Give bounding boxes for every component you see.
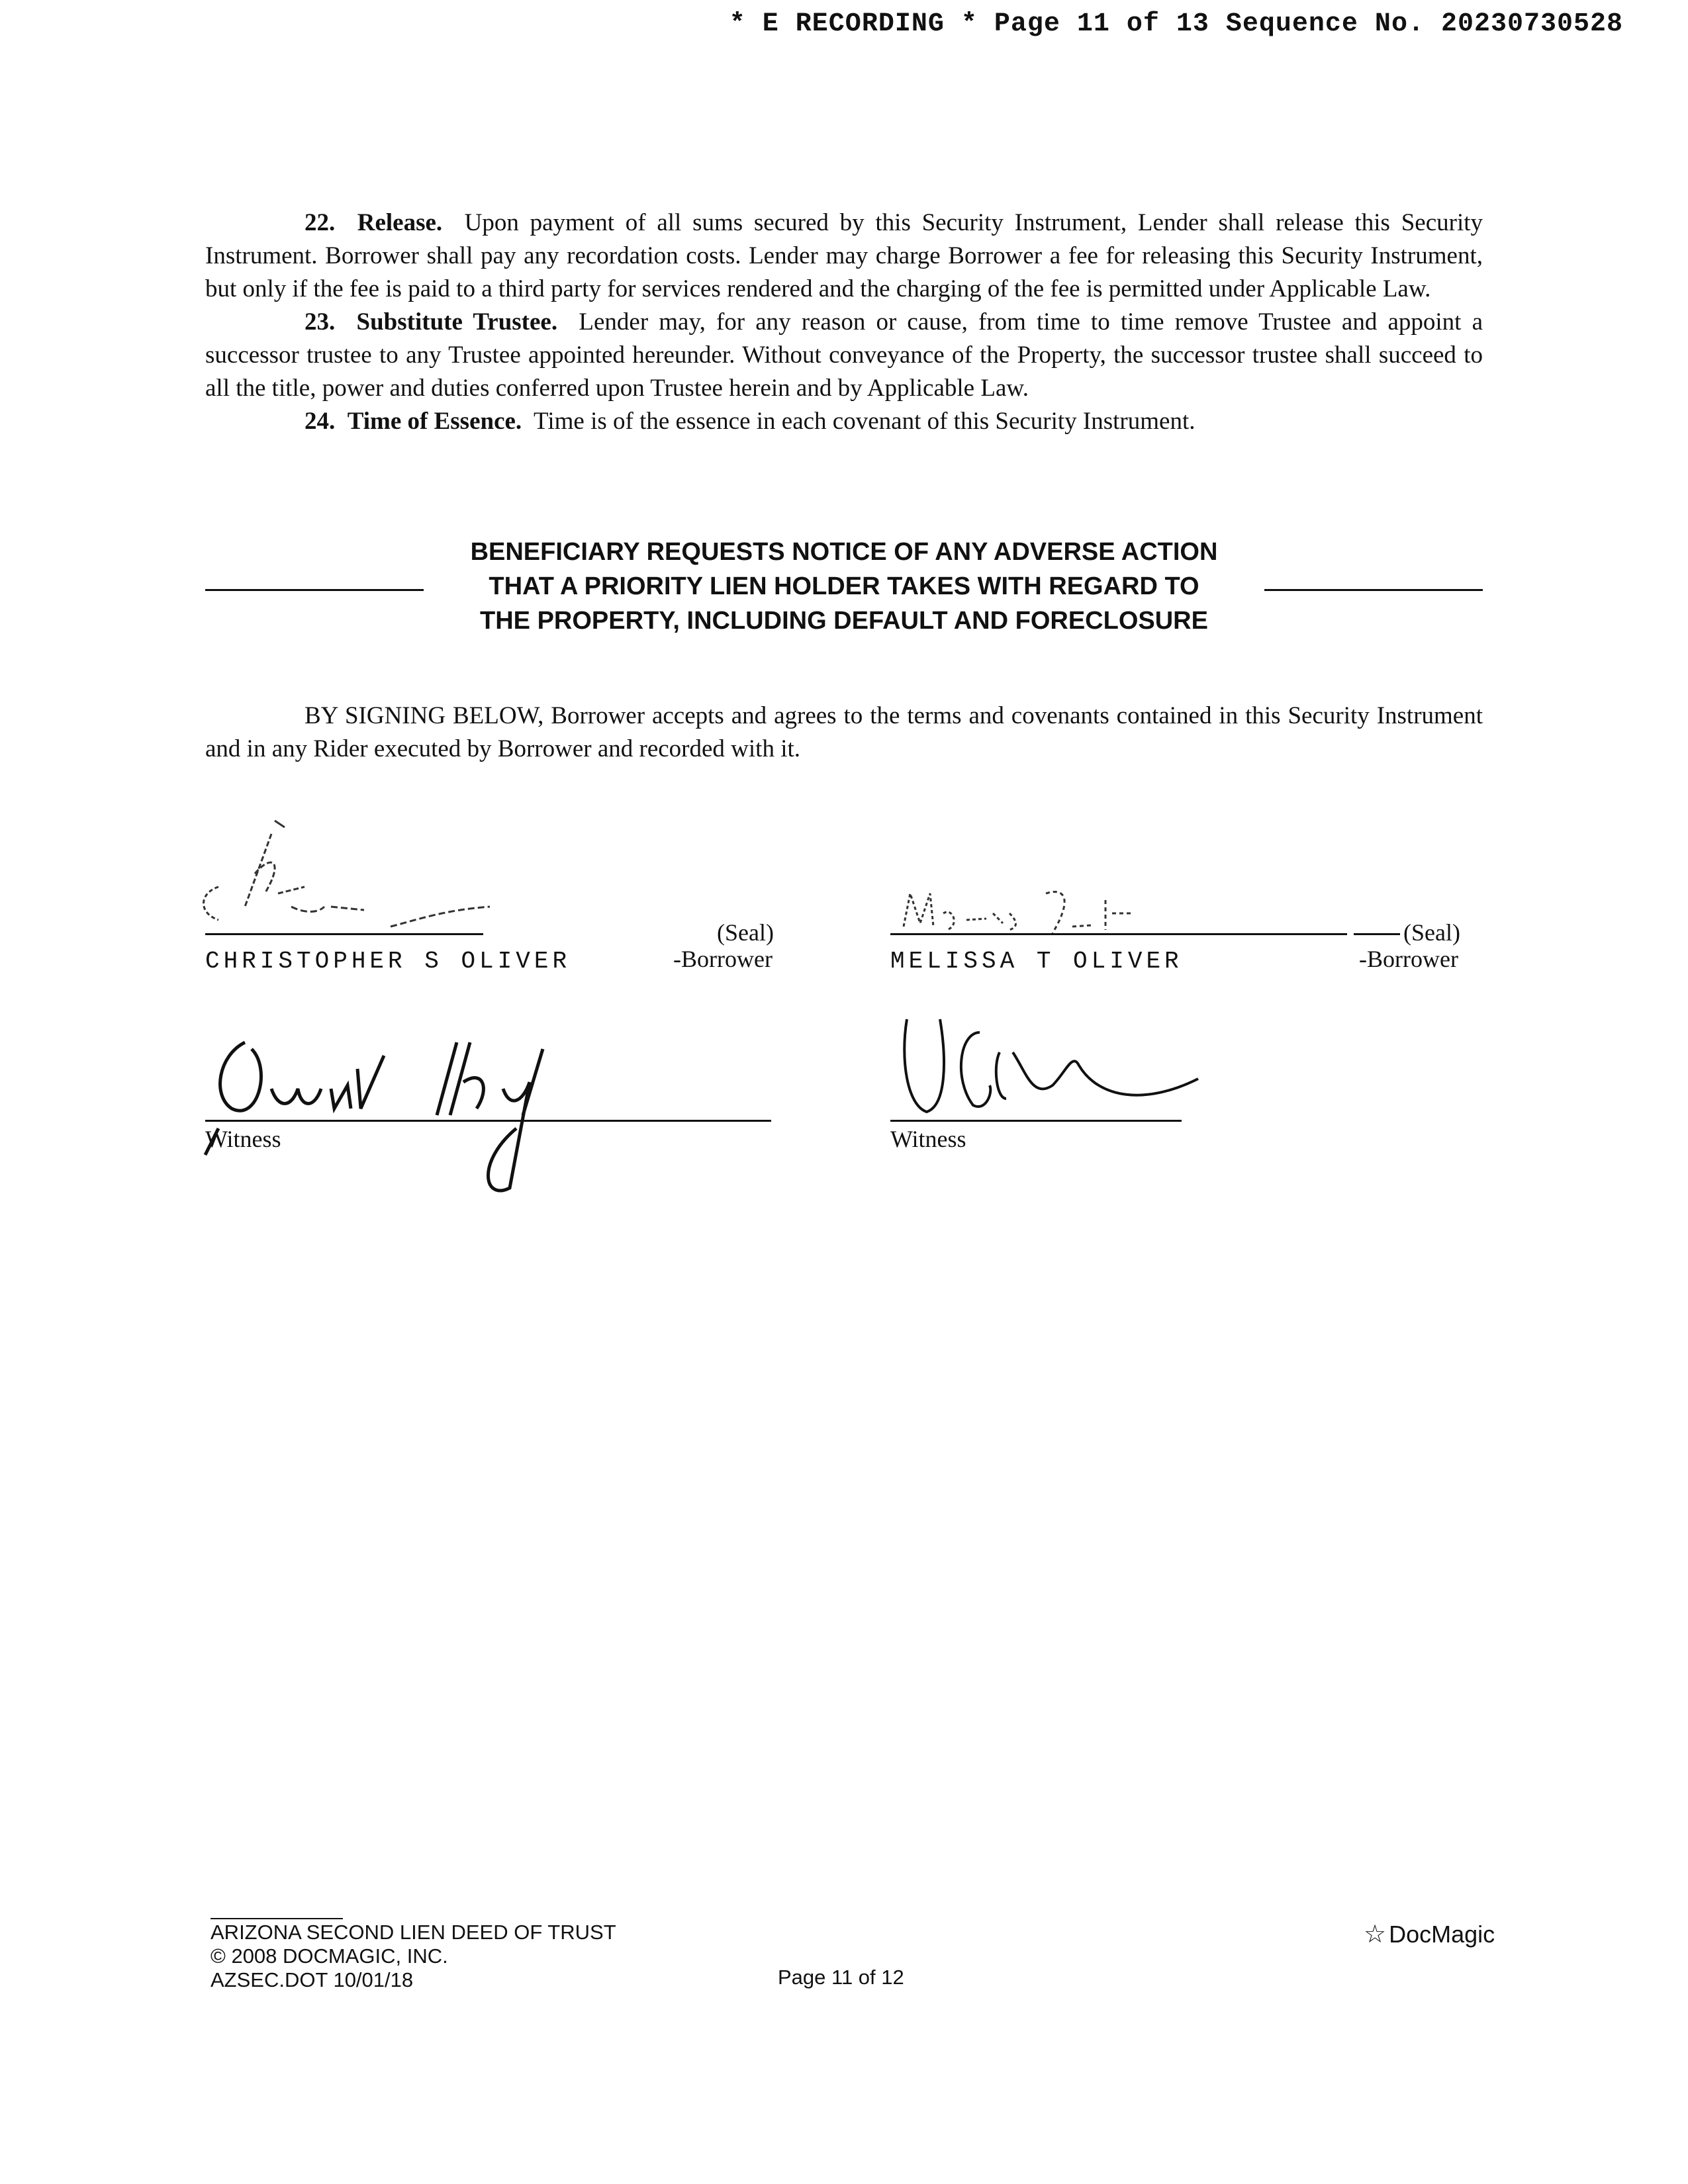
borrower1-signature-line — [205, 933, 483, 935]
notice-line-3: THE PROPERTY, INCLUDING DEFAULT AND FORECLOSURE — [480, 607, 1208, 635]
borrower2-signature — [894, 874, 1225, 946]
footer-form-title: ARIZONA SECOND LIEN DEED OF TRUST — [211, 1921, 616, 1944]
borrower2-name: MELISSA T OLIVER — [890, 948, 1183, 975]
borrower2-role: -Borrower — [1359, 946, 1458, 972]
section-time-of-essence — [205, 405, 1483, 438]
signing-statement — [205, 700, 1483, 766]
witness2-label: Witness — [890, 1126, 966, 1152]
borrower2-seal-line — [1354, 933, 1400, 935]
borrower1-signature — [192, 814, 510, 946]
notice-rule-left — [205, 589, 424, 591]
section-substitute-trustee — [205, 306, 1483, 405]
notice-rule-right — [1264, 589, 1483, 591]
section-number: 24. — [305, 408, 336, 435]
section-number: 23. — [305, 308, 336, 336]
section-title: Release. — [357, 209, 443, 236]
section-title: Time of Essence. — [347, 408, 522, 435]
footer-copyright: © 2008 DOCMAGIC, INC. — [211, 1944, 448, 1968]
borrower2-signature-line — [890, 933, 1347, 935]
witness1-label: Witness — [205, 1126, 281, 1152]
section-release — [205, 206, 1483, 306]
borrower2-seal: (Seal) — [1403, 919, 1460, 946]
notice-line-1: BENEFICIARY REQUESTS NOTICE OF ANY ADVERSE ACTION — [470, 538, 1218, 566]
section-text: Upon payment of all sums secured by this Security Instrument, Lender shall release this Security Instrument. Borrower shall pay any recordation costs. Lender may charge Borrower a fee for releasing this Security Instrument, but only if the fee is paid to a third party for services rendered and the charging of the fee is permitted under Applicable Law. — [205, 209, 1483, 302]
section-number: 22. — [305, 209, 336, 236]
witness1-signature-line — [205, 1120, 771, 1122]
section-text: Lender may, for any reason or cause, from time to time remove Trustee and appoint a successor trustee to any Trustee appointed hereunder. Without conveyance of the Property, the successor trustee shall succeed to all the title, power and duties conferred upon Trustee herein and by Applicable Law. — [205, 308, 1483, 402]
section-title: Substitute Trustee. — [356, 308, 558, 336]
signing-statement-text: BY SIGNING BELOW, Borrower accepts and agrees to the terms and covenants contained in this Security Instrument and in any Rider executed by Borrower and recorded with it. — [205, 702, 1483, 762]
witness2-signature-line — [890, 1120, 1182, 1122]
footer-form-code: AZSEC.DOT 10/01/18 — [211, 1968, 414, 1991]
covenants-section — [205, 206, 1483, 438]
star-icon: ☆ — [1364, 1921, 1387, 1948]
recording-header: * E RECORDING * Page 11 of 13 Sequence No. 20230730528 — [729, 9, 1623, 39]
footer-overline — [211, 1918, 343, 1919]
footer-brand — [1364, 1919, 1495, 1949]
witness1-signature — [192, 1029, 655, 1195]
notice-line-2: THAT A PRIORITY LIEN HOLDER TAKES WITH REGARD TO — [489, 572, 1199, 600]
beneficiary-notice — [205, 535, 1483, 638]
witness2-signature — [880, 1006, 1225, 1138]
section-text: Time is of the essence in each covenant of this Security Instrument. — [534, 408, 1196, 435]
brand-name: DocMagic — [1389, 1921, 1495, 1948]
borrower1-name: CHRISTOPHER S OLIVER — [205, 948, 571, 975]
borrower1-role: -Borrower — [673, 946, 773, 972]
footer-page-number: Page 11 of 12 — [778, 1966, 904, 1989]
footer-form-info — [211, 1918, 616, 1992]
borrower1-seal: (Seal) — [717, 919, 774, 946]
